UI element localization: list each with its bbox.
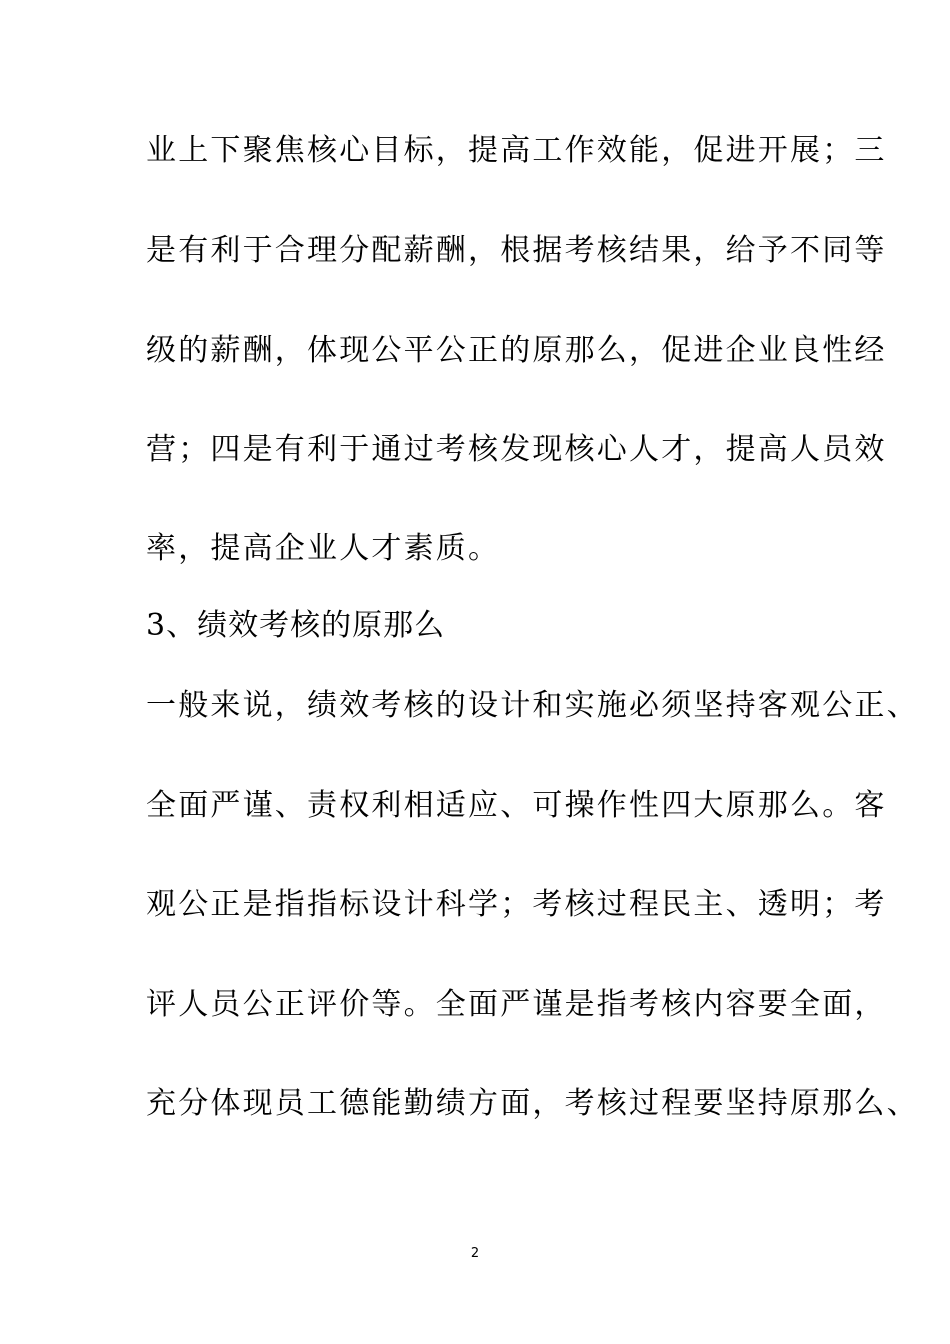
section-heading: 3、绩效考核的原那么 — [146, 608, 446, 643]
text-line: 业上下聚焦核心目标，提高工作效能，促进开展；三 — [146, 133, 887, 168]
text-line: 是有利于合理分配薪酬，根据考核结果，给予不同等 — [146, 233, 887, 268]
page-number: 2 — [470, 1246, 480, 1261]
text-line: 充分体现员工德能勤绩方面，考核过程要坚持原那么、 — [146, 1086, 919, 1121]
text-line: 一般来说，绩效考核的设计和实施必须坚持客观公正、 — [146, 688, 919, 723]
text-line: 率，提高企业人才素质。 — [146, 531, 501, 566]
text-line: 营；四是有利于通过考核发现核心人才，提高人员效 — [146, 432, 887, 467]
text-line: 全面严谨、责权利相适应、可操作性四大原那么。客 — [146, 788, 887, 823]
text-line: 级的薪酬，体现公平公正的原那么，促进企业良性经 — [146, 333, 887, 368]
text-line: 观公正是指指标设计科学；考核过程民主、透明；考 — [146, 887, 887, 922]
text-line: 评人员公正评价等。全面严谨是指考核内容要全面， — [146, 987, 887, 1022]
